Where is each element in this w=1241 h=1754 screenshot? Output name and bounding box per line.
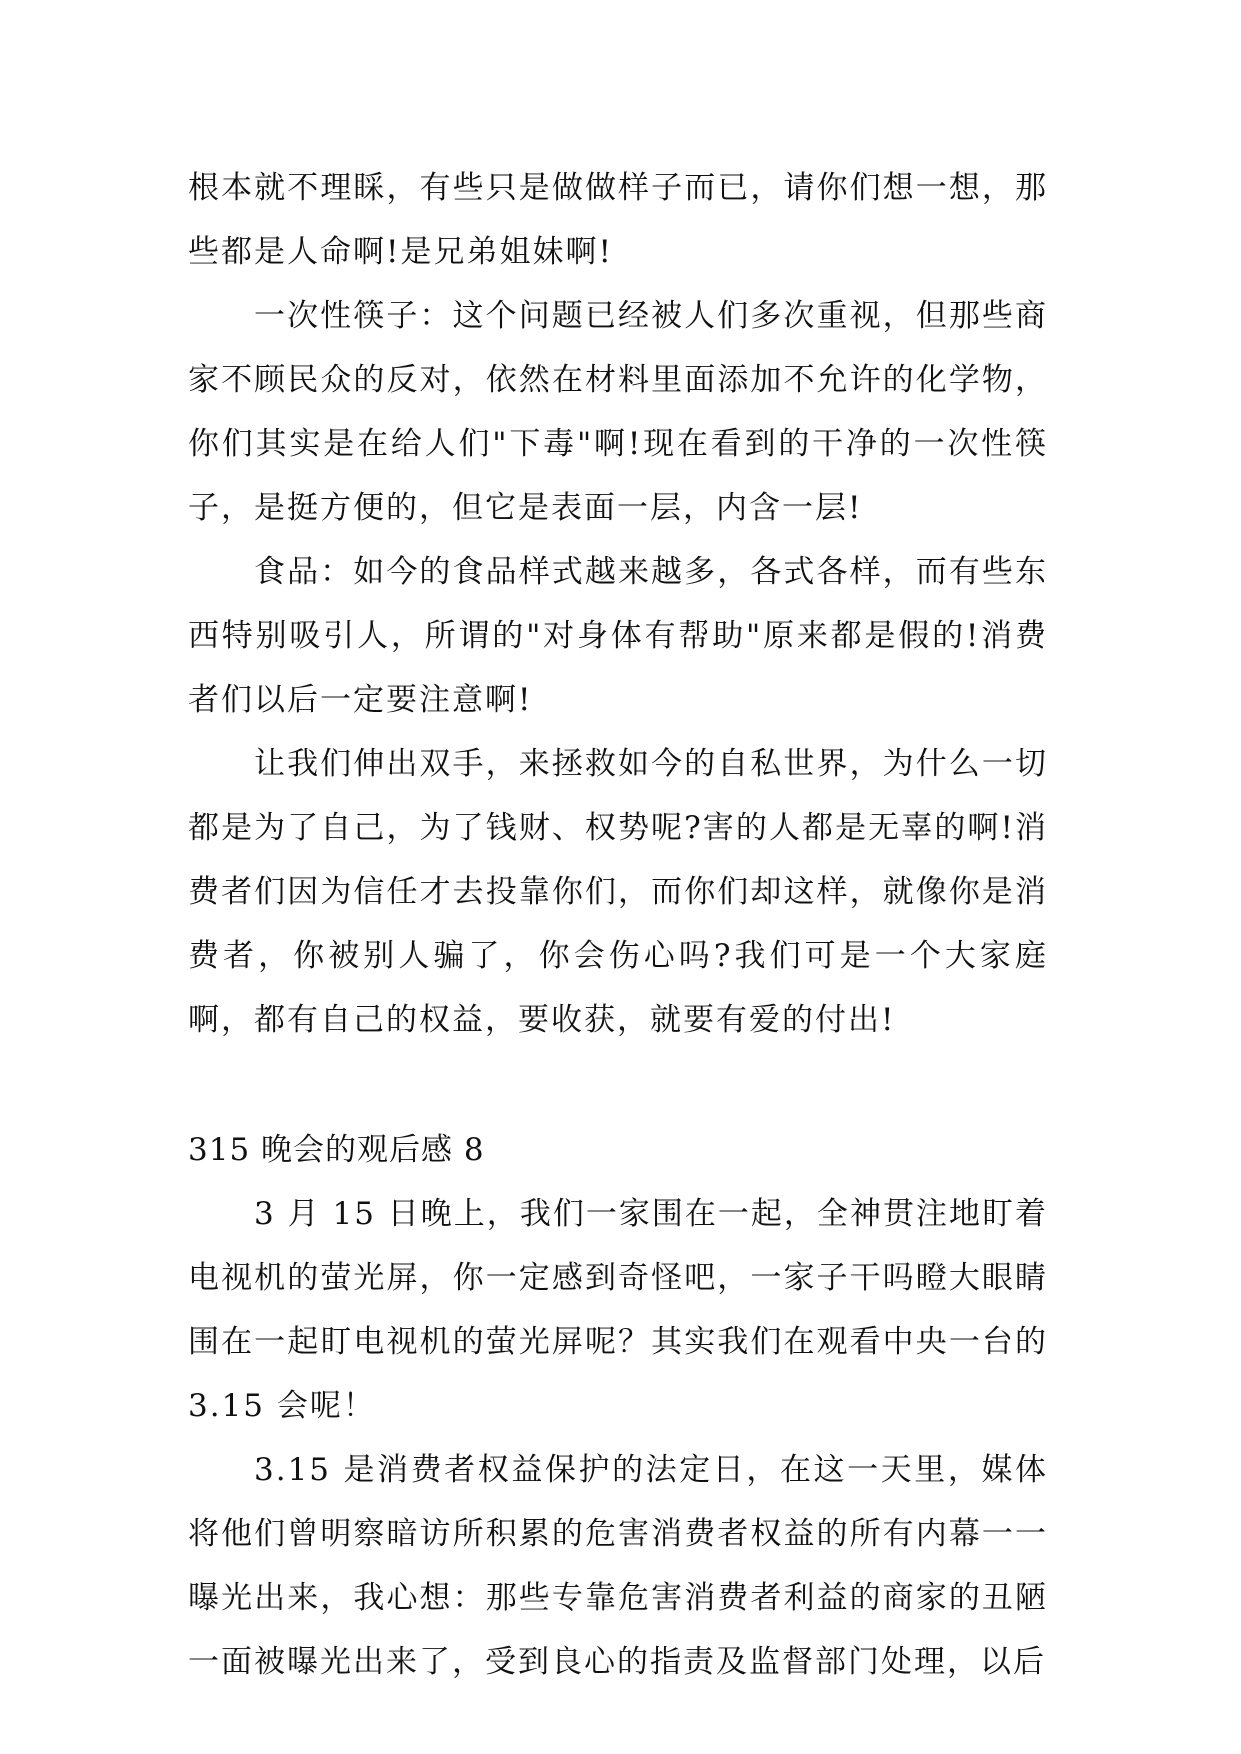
paragraph-appeal: 让我们伸出双手，来拯救如今的自私世界，为什么一切都是为了自己，为了钱财、权势呢?害的人都是无辜的啊!消费者们因为信任才去投靠你们，而你们却这样，就像你是消费者，你被别人骗了，你会伤心吗?我们可是一个大家庭啊，都有自己的权益，要收获，就要有爱的付出! xyxy=(188,746,1048,1038)
paragraph-food: 食品：如今的食品样式越来越多，各式各样，而有些东西特别吸引人，所谓的"对身体有帮助"原来都是假的!消费者们以后一定要注意啊! xyxy=(188,554,1048,718)
paragraph-continuation: 根本就不理睬，有些只是做做样子而已，请你们想一想，那些都是人命啊!是兄弟姐妹啊! xyxy=(188,170,1048,270)
section-title: 315 晚会的观后感 8 xyxy=(188,1132,485,1168)
document-body xyxy=(188,156,1048,1694)
paragraph-chopsticks: 一次性筷子：这个问题已经被人们多次重视，但那些商家不顾民众的反对，依然在材料里面添加不允许的化学物，你们其实是在给人们"下毒"啊!现在看到的干净的一次性筷子，是挺方便的，但它是表面一层，内含一层! xyxy=(188,298,1048,526)
paragraph-evening: 3 月 15 日晚上，我们一家围在一起，全神贯注地盯着电视机的萤光屏，你一定感到奇怪吧，一家子干吗瞪大眼睛围在一起盯电视机的萤光屏呢？其实我们在观看中央一台的 3.15 会呢！ xyxy=(188,1196,1048,1424)
paragraph-consumer-day: 3.15 是消费者权益保护的法定日，在这一天里，媒体将他们曾明察暗访所积累的危害消费者权益的所有内幕一一曝光出来，我心想：那些专靠危害消费者利益的商家的丑陋一面被曝光出来了，受到良心的指责及监督部门处理，以后 xyxy=(188,1452,1048,1680)
